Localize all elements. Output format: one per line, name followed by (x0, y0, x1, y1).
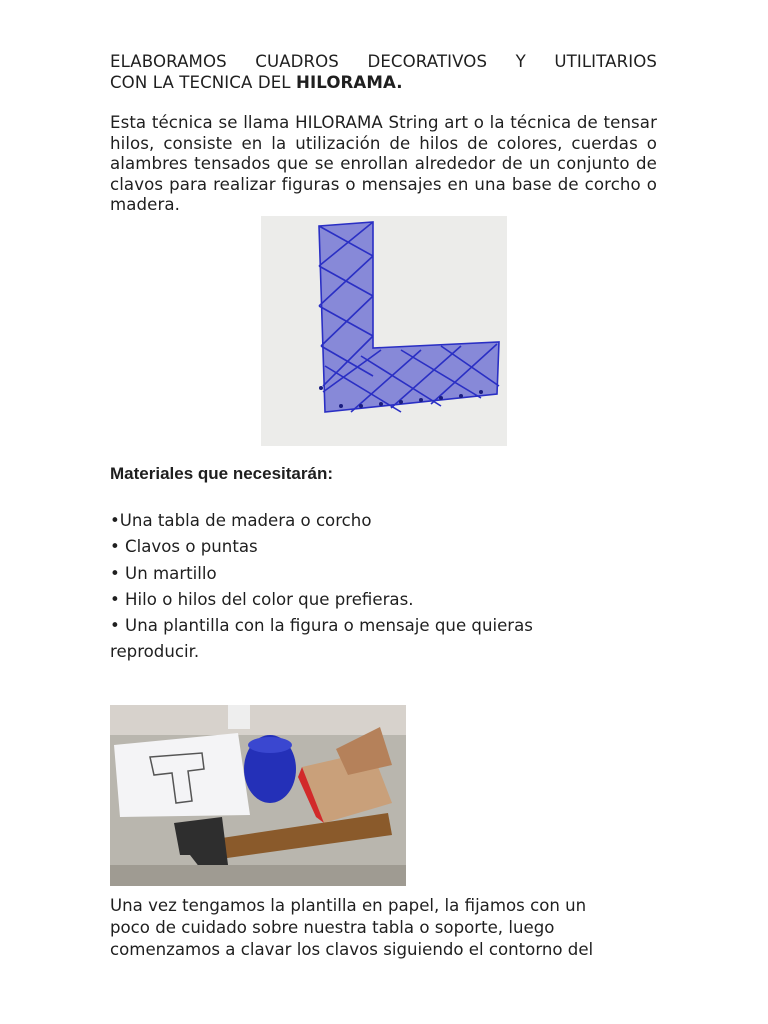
list-item: •Una tabla de madera o corcho (110, 511, 372, 530)
materials-photo (110, 705, 406, 886)
list-item: • Una plantilla con la figura o mensaje que quieras (110, 616, 533, 636)
list-item: • Clavos o puntas (110, 537, 258, 557)
hilorama-letter-l-image (261, 216, 507, 446)
intro-paragraph: Esta técnica se llama HILORAMA String art o la técnica de tensar hilos, consiste en la utilización de hilos de colores, cuerdas o alambres tensados que se enrollan alrededor de un conjunto de clavos para realizar figuras o mensajes en una base de corcho o madera. (110, 113, 657, 214)
materials-heading: Materiales que necesitarán: (110, 464, 333, 483)
document-title (110, 52, 657, 93)
list-item: • Hilo o hilos del color que prefieras. (110, 589, 414, 609)
list-item: reproducir. (110, 642, 200, 662)
title-line-2-prefix: CON LA TECNICA DEL (110, 72, 296, 92)
closing-line: comenzamos a clavar los clavos siguiendo el contorno del (110, 940, 594, 959)
title-line-1: ELABORAMOS CUADROS DECORATIVOS Y UTILITARIOS (110, 52, 657, 71)
title-line-2-bold: HILORAMA. (296, 72, 403, 92)
list-item: • Un martillo (110, 563, 217, 583)
closing-line: Una vez tengamos la plantilla en papel, la fijamos con un (110, 896, 587, 915)
closing-paragraph (110, 895, 657, 961)
materials-list (110, 508, 657, 666)
closing-line: poco de cuidado sobre nuestra tabla o soporte, luego (110, 918, 555, 937)
